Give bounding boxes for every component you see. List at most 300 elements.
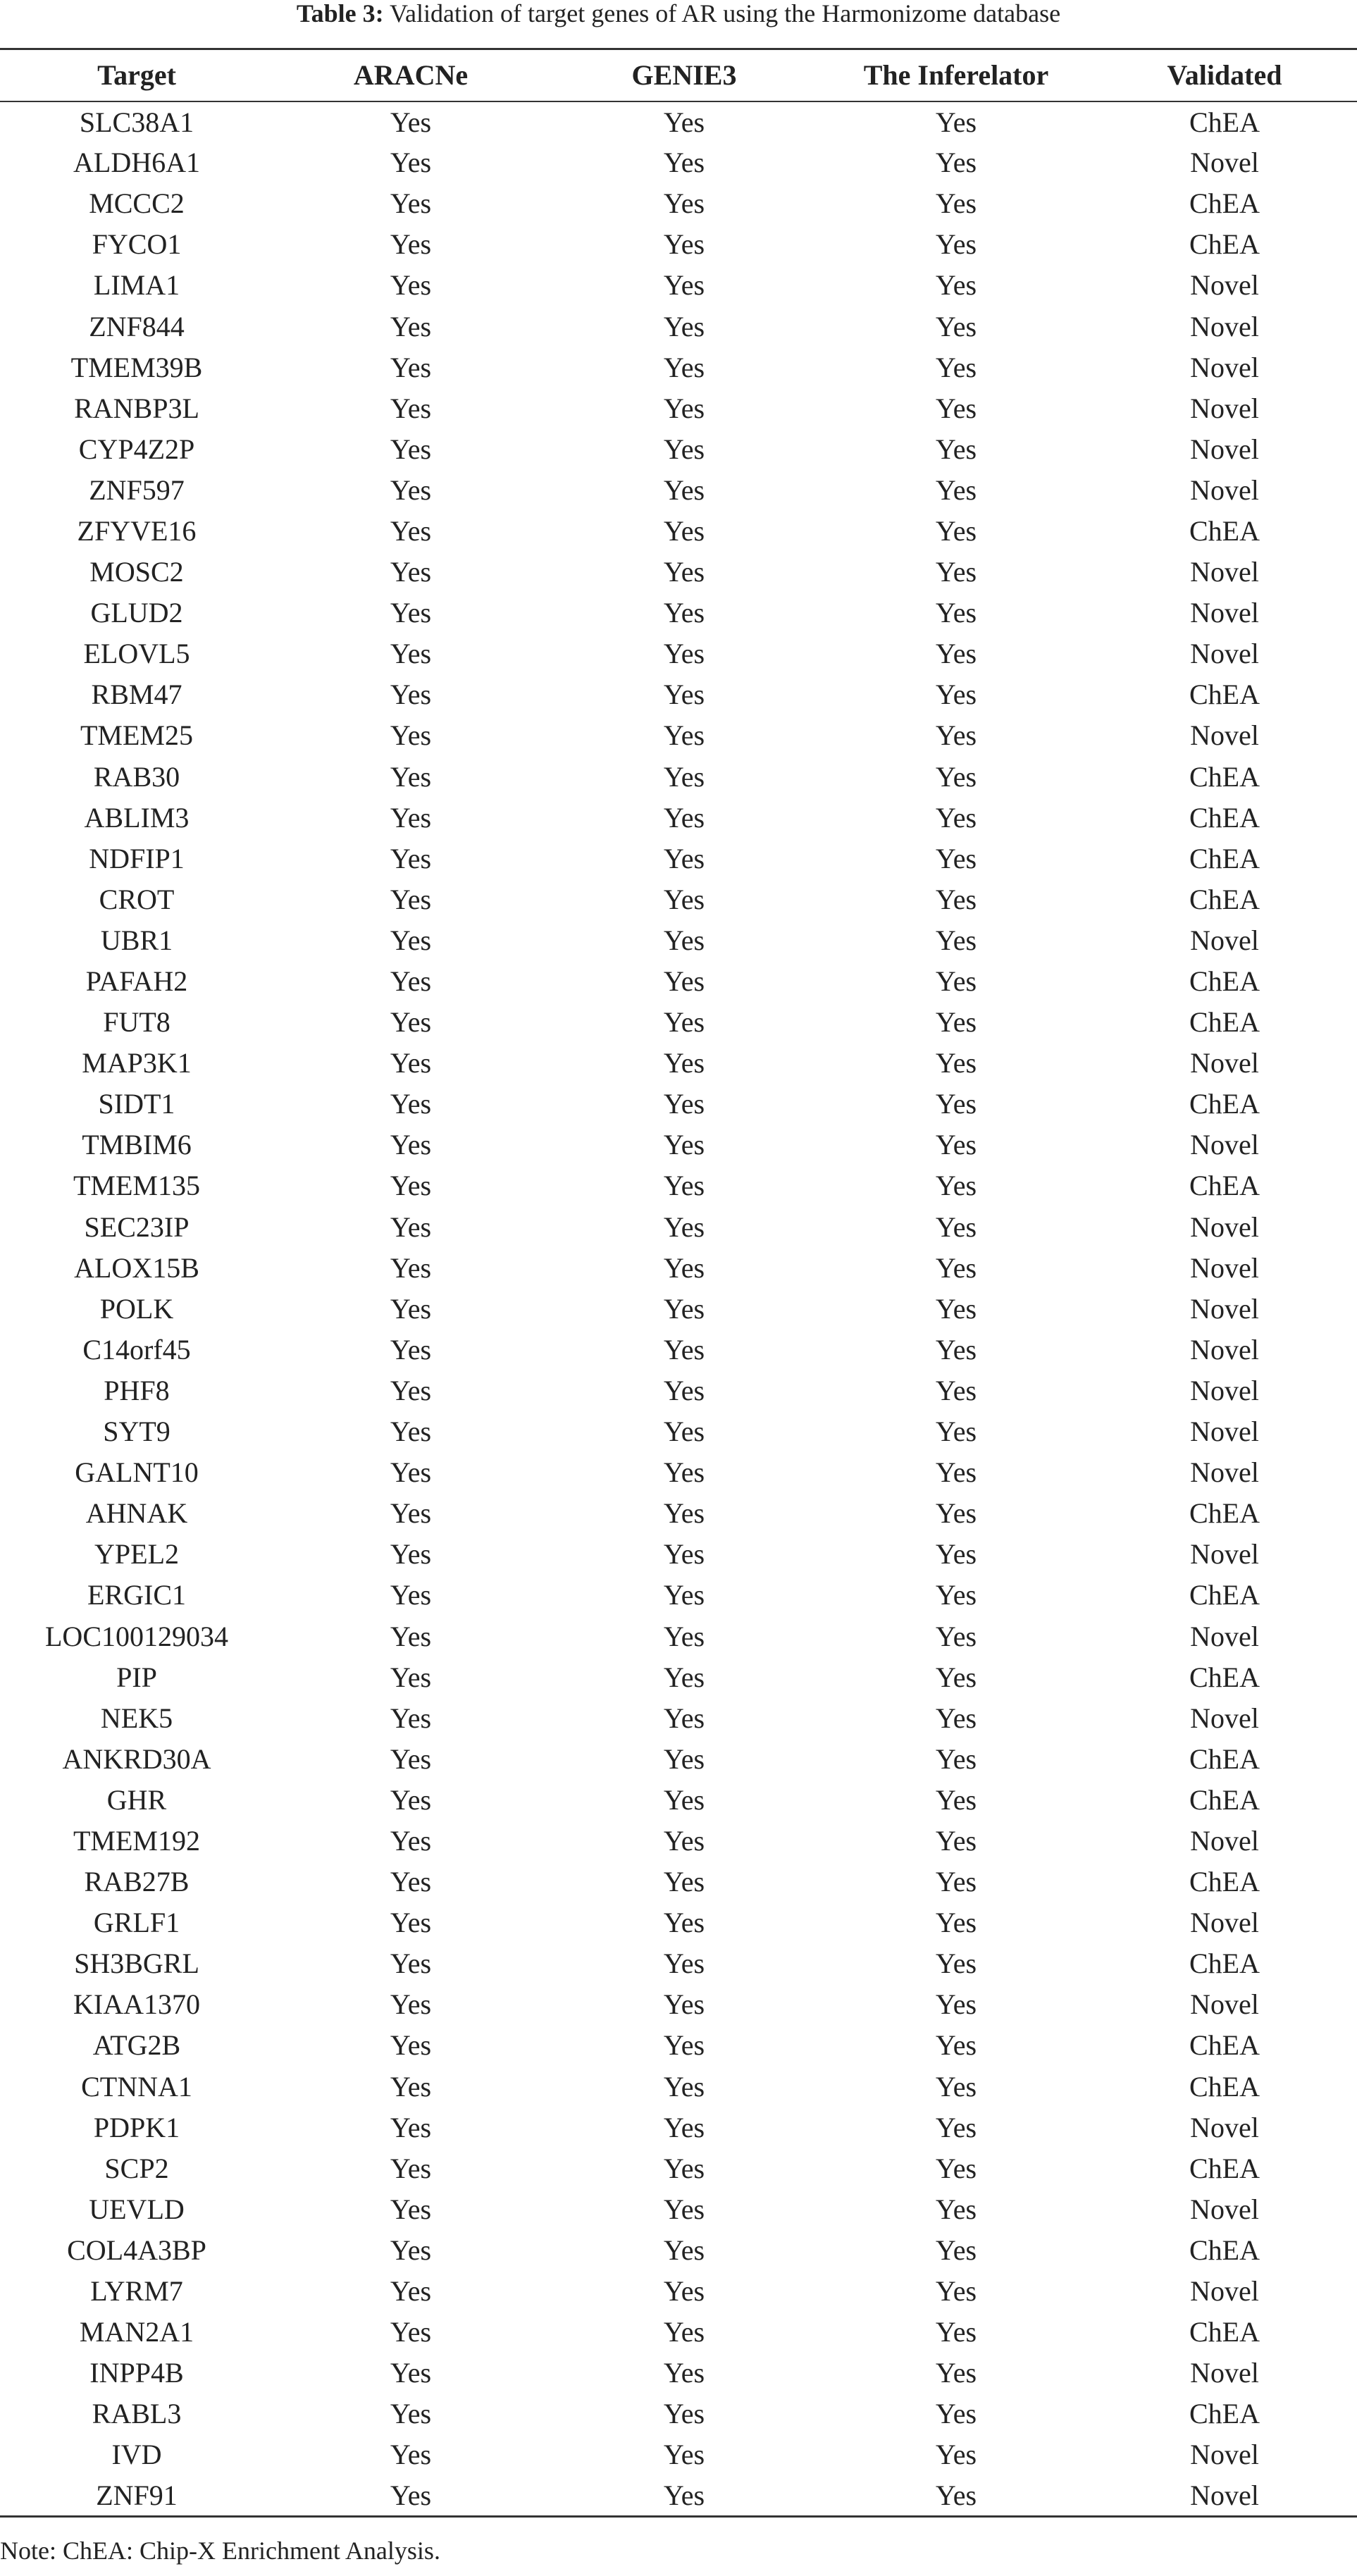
- cell-aracne: Yes: [390, 2357, 432, 2389]
- cell-inferelator: Yes: [935, 269, 977, 302]
- cell-target: NEK5: [100, 1702, 173, 1734]
- cell-aracne: Yes: [390, 2070, 432, 2103]
- cell-validated: ChEA: [1189, 1866, 1260, 1898]
- cell-validated: Novel: [1190, 556, 1259, 588]
- cell-target: UBR1: [100, 924, 173, 956]
- cell-target: C14orf45: [82, 1333, 191, 1366]
- cell-aracne: Yes: [390, 1948, 432, 1980]
- cell-aracne: Yes: [390, 1988, 432, 2021]
- cell-inferelator: Yes: [935, 965, 977, 998]
- validation-table: [0, 48, 1357, 2518]
- cell-genie3: Yes: [663, 2234, 705, 2266]
- cell-target: ABLIM3: [84, 801, 190, 834]
- table-caption: [0, 0, 1357, 27]
- table-header: [0, 49, 1357, 101]
- table-row: [0, 1820, 1357, 1861]
- cell-aracne: Yes: [390, 719, 432, 752]
- cell-genie3: Yes: [663, 1170, 705, 1202]
- cell-inferelator: Yes: [935, 147, 977, 179]
- table-row: [0, 1902, 1357, 1943]
- cell-inferelator: Yes: [935, 1170, 977, 1202]
- cell-inferelator: Yes: [935, 1292, 977, 1325]
- cell-target: TMEM25: [80, 719, 193, 752]
- cell-validated: Novel: [1190, 1456, 1259, 1489]
- table-row: [0, 2270, 1357, 2311]
- table-row: [0, 183, 1357, 224]
- cell-aracne: Yes: [390, 638, 432, 670]
- cell-inferelator: Yes: [935, 473, 977, 506]
- cell-target: SCP2: [104, 2152, 169, 2184]
- cell-aracne: Yes: [390, 1129, 432, 1161]
- cell-target: AHNAK: [85, 1497, 188, 1530]
- cell-inferelator: Yes: [935, 514, 977, 547]
- cell-target: GLUD2: [90, 597, 183, 629]
- cell-validated: Novel: [1190, 1907, 1259, 1939]
- header-aracne: ARACNe: [273, 49, 548, 101]
- cell-inferelator: Yes: [935, 801, 977, 834]
- cell-validated: ChEA: [1189, 2234, 1260, 2266]
- table-row: [0, 1452, 1357, 1493]
- cell-aracne: Yes: [390, 1292, 432, 1325]
- table-row: [0, 2107, 1357, 2148]
- cell-aracne: Yes: [390, 269, 432, 302]
- cell-validated: Novel: [1190, 1988, 1259, 2021]
- cell-aracne: Yes: [390, 679, 432, 711]
- cell-aracne: Yes: [390, 1333, 432, 1366]
- cell-validated: ChEA: [1189, 106, 1260, 138]
- cell-target: ZNF844: [89, 310, 185, 342]
- cell-validated: Novel: [1190, 1210, 1259, 1243]
- table-row: [0, 1247, 1357, 1288]
- cell-target: FYCO1: [92, 228, 182, 261]
- cell-inferelator: Yes: [935, 842, 977, 874]
- cell-genie3: Yes: [663, 1292, 705, 1325]
- cell-aracne: Yes: [390, 1702, 432, 1734]
- cell-inferelator: Yes: [935, 1866, 977, 1898]
- cell-genie3: Yes: [663, 556, 705, 588]
- cell-inferelator: Yes: [935, 556, 977, 588]
- cell-inferelator: Yes: [935, 351, 977, 383]
- cell-genie3: Yes: [548, 2475, 820, 2516]
- cell-genie3: Yes: [663, 2275, 705, 2308]
- cell-validated: Novel: [1190, 433, 1259, 465]
- cell-aracne: Yes: [390, 2275, 432, 2308]
- cell-target: ELOVL5: [83, 638, 190, 670]
- cell-validated: ChEA: [1189, 679, 1260, 711]
- cell-inferelator: Yes: [935, 1210, 977, 1243]
- cell-target: RAB27B: [84, 1866, 190, 1898]
- cell-validated: Novel: [1190, 1292, 1259, 1325]
- table-caption-text: Validation of target genes of AR using the Harmonizome database: [389, 0, 1061, 27]
- cell-inferelator: Yes: [935, 597, 977, 629]
- table-row: [0, 2025, 1357, 2066]
- cell-target: ALOX15B: [74, 1251, 199, 1284]
- cell-inferelator: Yes: [935, 924, 977, 956]
- cell-target: FUT8: [103, 1006, 171, 1039]
- cell-genie3: Yes: [663, 2398, 705, 2430]
- cell-target: LYRM7: [90, 2275, 183, 2308]
- cell-genie3: Yes: [663, 883, 705, 915]
- cell-validated: Novel: [1190, 269, 1259, 302]
- table-row: [0, 1534, 1357, 1575]
- cell-aracne: Yes: [390, 473, 432, 506]
- cell-aracne: Yes: [390, 1661, 432, 1693]
- cell-target: UEVLD: [89, 2193, 185, 2225]
- table-row: [0, 265, 1357, 306]
- cell-target: SYT9: [103, 1416, 171, 1448]
- cell-aracne: Yes: [390, 760, 432, 793]
- cell-genie3: Yes: [663, 1742, 705, 1775]
- cell-inferelator: Yes: [935, 1251, 977, 1284]
- cell-target: TMEM192: [73, 1824, 200, 1857]
- table-row: [0, 838, 1357, 879]
- cell-validated: ChEA: [1189, 801, 1260, 834]
- cell-inferelator: Yes: [935, 310, 977, 342]
- cell-genie3: Yes: [663, 1824, 705, 1857]
- cell-validated: ChEA: [1189, 187, 1260, 220]
- cell-validated: Novel: [1190, 2275, 1259, 2308]
- cell-aracne: Yes: [390, 2234, 432, 2266]
- cell-inferelator: Yes: [935, 1579, 977, 1611]
- cell-target: CYP4Z2P: [78, 433, 195, 465]
- cell-validated: Novel: [1190, 310, 1259, 342]
- cell-inferelator: Yes: [935, 1907, 977, 1939]
- header-inferelator: The Inferelator: [820, 49, 1092, 101]
- cell-aracne: Yes: [390, 1538, 432, 1571]
- table-row: [0, 2229, 1357, 2270]
- table-row: [0, 224, 1357, 265]
- cell-target: IVD: [111, 2439, 162, 2471]
- table-row: [0, 1125, 1357, 1165]
- cell-genie3: Yes: [663, 1538, 705, 1571]
- cell-inferelator: Yes: [935, 2357, 977, 2389]
- cell-target: ERGIC1: [87, 1579, 186, 1611]
- cell-target: CTNNA1: [81, 2070, 192, 2103]
- cell-genie3: Yes: [663, 1497, 705, 1530]
- cell-validated: Novel: [1190, 597, 1259, 629]
- cell-aracne: Yes: [390, 556, 432, 588]
- cell-target: GRLF1: [93, 1907, 180, 1939]
- header-target: Target: [0, 49, 273, 101]
- cell-inferelator: Yes: [935, 1742, 977, 1775]
- cell-aracne: Yes: [390, 1824, 432, 1857]
- cell-aracne: Yes: [273, 2475, 548, 2516]
- cell-inferelator: Yes: [935, 2316, 977, 2348]
- cell-inferelator: Yes: [935, 2398, 977, 2430]
- cell-inferelator: Yes: [935, 679, 977, 711]
- cell-inferelator: Yes: [935, 1988, 977, 2021]
- cell-aracne: Yes: [390, 2152, 432, 2184]
- table-row: [0, 2434, 1357, 2475]
- cell-validated: Novel: [1190, 1129, 1259, 1161]
- table-row: [0, 2148, 1357, 2188]
- cell-genie3: Yes: [663, 1702, 705, 1734]
- cell-validated: Novel: [1190, 1824, 1259, 1857]
- cell-inferelator: Yes: [935, 228, 977, 261]
- cell-validated: Novel: [1190, 719, 1259, 752]
- cell-aracne: Yes: [390, 147, 432, 179]
- cell-aracne: Yes: [390, 1416, 432, 1448]
- cell-target: MOSC2: [89, 556, 184, 588]
- cell-validated: ChEA: [1189, 1170, 1260, 1202]
- cell-validated: Novel: [1190, 2111, 1259, 2143]
- table-row: [0, 347, 1357, 388]
- table-row: [0, 674, 1357, 715]
- cell-genie3: Yes: [663, 1088, 705, 1120]
- cell-validated: ChEA: [1189, 760, 1260, 793]
- cell-aracne: Yes: [390, 1374, 432, 1406]
- table-row: [0, 593, 1357, 633]
- cell-inferelator: Yes: [935, 2152, 977, 2184]
- table-row: [0, 1575, 1357, 1616]
- cell-inferelator: Yes: [935, 1456, 977, 1489]
- cell-aracne: Yes: [390, 1251, 432, 1284]
- cell-target: ANKRD30A: [62, 1742, 211, 1775]
- cell-genie3: Yes: [663, 638, 705, 670]
- cell-validated: ChEA: [1189, 514, 1260, 547]
- cell-inferelator: Yes: [935, 1416, 977, 1448]
- cell-aracne: Yes: [390, 842, 432, 874]
- cell-genie3: Yes: [663, 351, 705, 383]
- cell-aracne: Yes: [390, 1088, 432, 1120]
- cell-inferelator: Yes: [935, 433, 977, 465]
- cell-genie3: Yes: [663, 842, 705, 874]
- cell-validated: ChEA: [1189, 1006, 1260, 1039]
- cell-inferelator: Yes: [935, 392, 977, 424]
- table-row: [0, 633, 1357, 674]
- cell-genie3: Yes: [663, 597, 705, 629]
- cell-target: TMBIM6: [82, 1129, 192, 1161]
- table-row: [0, 2475, 1357, 2516]
- cell-genie3: Yes: [663, 2193, 705, 2225]
- cell-genie3: Yes: [663, 1006, 705, 1039]
- cell-inferelator: Yes: [935, 1538, 977, 1571]
- table-row: [0, 715, 1357, 756]
- cell-target: MAP3K1: [82, 1047, 192, 1079]
- cell-genie3: Yes: [663, 1129, 705, 1161]
- cell-validated: Novel: [1190, 392, 1259, 424]
- cell-aracne: Yes: [390, 1170, 432, 1202]
- table-row: [0, 552, 1357, 593]
- cell-inferelator: Yes: [935, 187, 977, 220]
- cell-target: SLC38A1: [79, 106, 194, 138]
- cell-genie3: Yes: [663, 1456, 705, 1489]
- cell-inferelator: Yes: [935, 1824, 977, 1857]
- cell-aracne: Yes: [390, 1210, 432, 1243]
- cell-inferelator: Yes: [935, 2111, 977, 2143]
- cell-validated: Novel: [1190, 1333, 1259, 1366]
- cell-target: PAFAH2: [85, 965, 188, 998]
- cell-target: YPEL2: [94, 1538, 179, 1571]
- cell-genie3: Yes: [663, 719, 705, 752]
- cell-target: POLK: [99, 1292, 174, 1325]
- cell-target: KIAA1370: [73, 1988, 200, 2021]
- cell-validated: ChEA: [1189, 842, 1260, 874]
- header-validated: Validated: [1092, 49, 1357, 101]
- cell-validated: Novel: [1190, 473, 1259, 506]
- cell-genie3: Yes: [663, 1661, 705, 1693]
- cell-inferelator: Yes: [935, 2439, 977, 2471]
- cell-validated: ChEA: [1189, 1783, 1260, 1816]
- cell-inferelator: Yes: [820, 2475, 1092, 2516]
- cell-aracne: Yes: [390, 106, 432, 138]
- cell-target: SH3BGRL: [74, 1948, 199, 1980]
- table-row: [0, 1697, 1357, 1738]
- cell-genie3: Yes: [663, 965, 705, 998]
- cell-validated: Novel: [1190, 1374, 1259, 1406]
- cell-validated: ChEA: [1189, 1742, 1260, 1775]
- cell-target: ZFYVE16: [77, 514, 197, 547]
- cell-validated: ChEA: [1189, 1088, 1260, 1120]
- cell-target: ZNF91: [0, 2475, 273, 2516]
- cell-aracne: Yes: [390, 187, 432, 220]
- cell-genie3: Yes: [663, 228, 705, 261]
- cell-genie3: Yes: [663, 269, 705, 302]
- table-row: [0, 1084, 1357, 1125]
- cell-aracne: Yes: [390, 1497, 432, 1530]
- cell-genie3: Yes: [663, 2439, 705, 2471]
- cell-genie3: Yes: [663, 1948, 705, 1980]
- cell-genie3: Yes: [663, 2070, 705, 2103]
- table-row: [0, 469, 1357, 510]
- cell-inferelator: Yes: [935, 2234, 977, 2266]
- table-row: [0, 306, 1357, 347]
- cell-aracne: Yes: [390, 2316, 432, 2348]
- cell-target: RBM47: [91, 679, 182, 711]
- cell-genie3: Yes: [663, 679, 705, 711]
- table-row: [0, 919, 1357, 960]
- cell-aracne: Yes: [390, 883, 432, 915]
- table-row: [0, 879, 1357, 919]
- cell-target: SIDT1: [98, 1088, 175, 1120]
- table-row: [0, 1943, 1357, 1984]
- cell-inferelator: Yes: [935, 1374, 977, 1406]
- cell-genie3: Yes: [663, 1988, 705, 2021]
- cell-target: RAB30: [93, 760, 180, 793]
- cell-inferelator: Yes: [935, 1783, 977, 1816]
- cell-target: GHR: [106, 1783, 167, 1816]
- table-row: [0, 2353, 1357, 2394]
- table-row: [0, 101, 1357, 142]
- cell-aracne: Yes: [390, 924, 432, 956]
- cell-inferelator: Yes: [935, 1129, 977, 1161]
- cell-validated: Novel: [1190, 1702, 1259, 1734]
- cell-inferelator: Yes: [935, 2070, 977, 2103]
- cell-genie3: Yes: [663, 433, 705, 465]
- cell-validated: ChEA: [1189, 1661, 1260, 1693]
- cell-aracne: Yes: [390, 965, 432, 998]
- table-caption-label: Table 3:: [296, 0, 384, 27]
- cell-genie3: Yes: [663, 514, 705, 547]
- cell-inferelator: Yes: [935, 1661, 977, 1693]
- cell-target: TMEM135: [73, 1170, 200, 1202]
- table-row: [0, 960, 1357, 1001]
- table-row: [0, 1493, 1357, 1534]
- cell-aracne: Yes: [390, 1006, 432, 1039]
- table-row: [0, 2188, 1357, 2229]
- cell-inferelator: Yes: [935, 2275, 977, 2308]
- cell-inferelator: Yes: [935, 1702, 977, 1734]
- cell-validated: ChEA: [1189, 2152, 1260, 2184]
- cell-aracne: Yes: [390, 2398, 432, 2430]
- cell-genie3: Yes: [663, 2111, 705, 2143]
- cell-validated: ChEA: [1189, 2070, 1260, 2103]
- cell-inferelator: Yes: [935, 2029, 977, 2062]
- cell-validated: Novel: [1190, 1538, 1259, 1571]
- cell-validated: Novel: [1190, 2357, 1259, 2389]
- cell-validated: Novel: [1190, 351, 1259, 383]
- cell-validated: ChEA: [1189, 1948, 1260, 1980]
- cell-genie3: Yes: [663, 147, 705, 179]
- cell-aracne: Yes: [390, 597, 432, 629]
- cell-validated: Novel: [1190, 638, 1259, 670]
- cell-aracne: Yes: [390, 433, 432, 465]
- cell-inferelator: Yes: [935, 719, 977, 752]
- cell-genie3: Yes: [663, 1620, 705, 1652]
- cell-inferelator: Yes: [935, 1948, 977, 1980]
- cell-inferelator: Yes: [935, 2193, 977, 2225]
- cell-genie3: Yes: [663, 187, 705, 220]
- cell-aracne: Yes: [390, 2111, 432, 2143]
- cell-validated: ChEA: [1189, 965, 1260, 998]
- cell-aracne: Yes: [390, 1456, 432, 1489]
- cell-genie3: Yes: [663, 1210, 705, 1243]
- cell-genie3: Yes: [663, 801, 705, 834]
- table-row: [0, 1862, 1357, 1902]
- cell-aracne: Yes: [390, 2193, 432, 2225]
- cell-genie3: Yes: [663, 1374, 705, 1406]
- cell-target: ALDH6A1: [73, 147, 200, 179]
- table-row: [0, 1779, 1357, 1820]
- cell-inferelator: Yes: [935, 760, 977, 793]
- cell-genie3: Yes: [663, 2152, 705, 2184]
- cell-target: PIP: [116, 1661, 157, 1693]
- table-row: [0, 1616, 1357, 1657]
- table-row: [0, 2394, 1357, 2434]
- cell-aracne: Yes: [390, 1620, 432, 1652]
- cell-target: COL4A3BP: [67, 2234, 206, 2266]
- cell-validated: ChEA: [1189, 1497, 1260, 1530]
- table-row: [0, 1411, 1357, 1452]
- table-row: [0, 2066, 1357, 2107]
- cell-aracne: Yes: [390, 228, 432, 261]
- cell-genie3: Yes: [663, 1579, 705, 1611]
- cell-genie3: Yes: [663, 1251, 705, 1284]
- cell-validated: Novel: [1190, 1416, 1259, 1448]
- table-row: [0, 428, 1357, 469]
- table-row: [0, 1738, 1357, 1779]
- table-row: [0, 1657, 1357, 1697]
- cell-target: RANBP3L: [74, 392, 199, 424]
- cell-genie3: Yes: [663, 106, 705, 138]
- cell-target: LOC100129034: [45, 1620, 228, 1652]
- cell-genie3: Yes: [663, 2029, 705, 2062]
- table-row: [0, 510, 1357, 551]
- cell-genie3: Yes: [663, 1907, 705, 1939]
- cell-target: PDPK1: [93, 2111, 180, 2143]
- cell-target: RABL3: [92, 2398, 182, 2430]
- cell-inferelator: Yes: [935, 1047, 977, 1079]
- header-genie3: GENIE3: [548, 49, 820, 101]
- cell-inferelator: Yes: [935, 1006, 977, 1039]
- cell-genie3: Yes: [663, 1047, 705, 1079]
- cell-validated: Novel: [1190, 1047, 1259, 1079]
- cell-target: PHF8: [104, 1374, 170, 1406]
- table-row: [0, 388, 1357, 428]
- cell-inferelator: Yes: [935, 883, 977, 915]
- cell-target: CROT: [99, 883, 175, 915]
- cell-validated: ChEA: [1189, 883, 1260, 915]
